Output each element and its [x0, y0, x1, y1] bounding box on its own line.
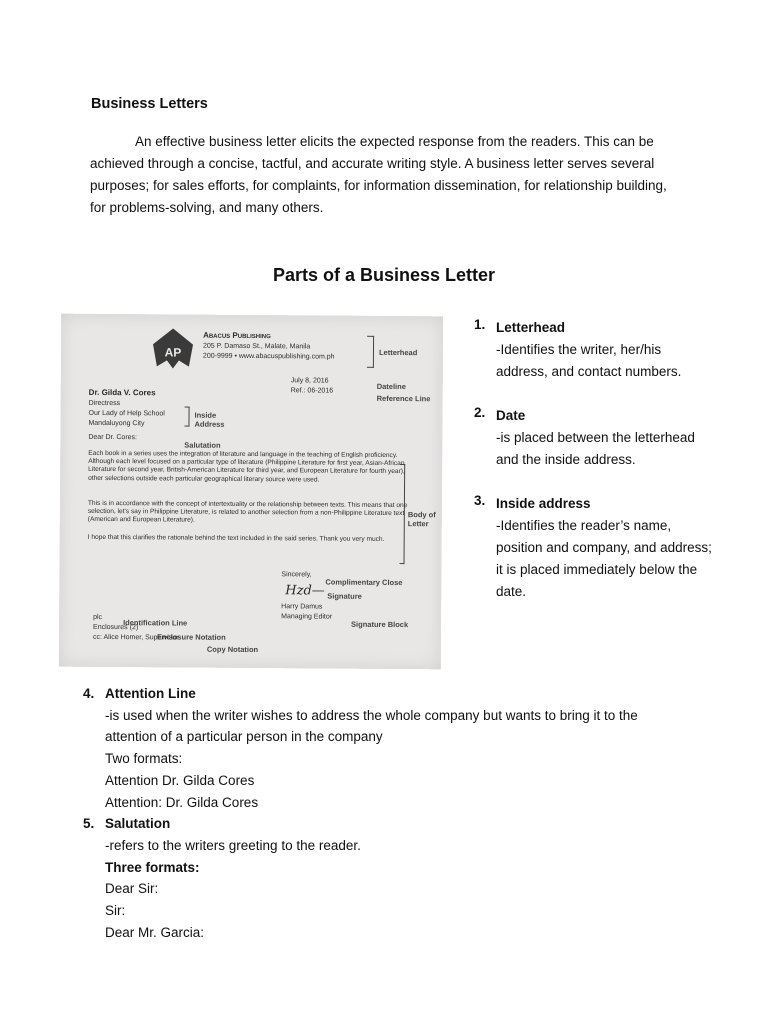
label-ident: Identification Line	[123, 618, 188, 628]
letter-signer-name: Harry Damus	[281, 603, 323, 611]
letter-company: Abacus Publishing	[203, 330, 271, 341]
parts-title: Parts of a Business Letter	[272, 265, 496, 285]
label-salutation: Salutation	[184, 440, 221, 450]
label-copy: Copy Notation	[206, 644, 259, 655]
parts-list-bottom	[83, 683, 683, 943]
label-body: Body of Letter	[407, 510, 436, 529]
label-closing: Complimentary Close	[325, 577, 403, 588]
section-heading: Business Letters	[91, 96, 208, 112]
list-item-title: Attention Line	[105, 686, 196, 701]
list-number: 5.	[83, 816, 95, 832]
label-dateline: Dateline	[376, 381, 406, 392]
letter-recipient-name: Dr. Gilda V. Cores	[88, 387, 156, 398]
letter-enclosures: Enclosures (2)	[93, 623, 139, 632]
intro-paragraph: An effective business letter elicits the expected response from the readers. This can be achieved through a concise, tactful, and accurate writing style. A business letter serves several purposes; for sales efforts, for complaints, for information dissemination, for relationship building, for problems-solving, and many others.	[90, 134, 667, 215]
format-example: Dear Sir:	[105, 881, 159, 897]
label-letterhead: Letterhead	[378, 347, 418, 358]
letter-body-3: I hope that this clarifies the rationale behind the text included in the said series. Thank you very much.	[87, 533, 385, 543]
list-item-desc: -refers to the writers greeting to the reader.	[105, 837, 361, 853]
format-example: Attention: Dr. Gilda Cores	[105, 794, 259, 810]
letter-recipient-org: Our Lady of Help School	[88, 409, 165, 418]
letter-signer-title: Managing Editor	[281, 613, 333, 621]
list-item-inside-address	[474, 493, 714, 603]
letter-signature: Hzd—	[285, 583, 325, 599]
label-signature-block: Signature Block	[351, 619, 409, 630]
list-number: 4.	[83, 686, 95, 701]
letterhead-bracket	[367, 336, 374, 368]
list-item-title: Letterhead	[496, 320, 566, 335]
list-item-title: Inside address	[496, 496, 591, 511]
letter-closing: Sincerely,	[281, 571, 312, 579]
label-signature: Signature	[327, 591, 362, 601]
letter-salutation: Dear Dr. Cores:	[88, 433, 138, 442]
format-example: Dear Mr. Garcia:	[105, 924, 205, 940]
list-item-title: Salutation	[105, 816, 171, 832]
body-bracket	[399, 464, 405, 564]
list-item-desc: -Identifies the reader’s name, position and company, and address; it is placed immediately below the date.	[496, 518, 712, 599]
list-item-desc: -is used when the writer wishes to address the whole company but wants to bring it to the attention of a particular person in the company	[105, 707, 638, 745]
list-number: 2.	[474, 405, 486, 420]
label-inside-address: Inside Address	[194, 410, 225, 429]
format-example: Sir:	[105, 903, 126, 919]
list-item-desc: -Identifies the writer, her/his address, and contact numbers.	[496, 342, 682, 379]
letter-ref: Ref.: 06-2016	[290, 387, 334, 395]
letter-body-1: Each book in a series uses the integration of literature and language in the teaching of English proficiency. Although each level focused on a particular type of literature (Philippine Literature for first year, Asian-African Literature for second year, British-American Literature for third year, and European Literature for fourth year), other selections outside each particular geographical literary source were used.	[88, 449, 405, 484]
letter-recipient-title: Directress	[88, 399, 121, 408]
inside-address-bracket	[184, 407, 189, 427]
list-item-salutation	[83, 813, 683, 835]
list-item-date	[474, 405, 714, 471]
abacus-logo-icon	[149, 326, 197, 370]
list-item-desc: -is placed between the letterhead and the inside address.	[496, 430, 695, 467]
letter-body-2: This is in accordance with the concept of intertextuality or the relationship between texts. This means that one selection, let's say in Philippine Literature, is related to another selection from a non-Philippine Literature text (American and European Literature).	[87, 499, 408, 525]
letter-address-1: 205 P. Damaso St., Malate, Manila	[202, 342, 311, 351]
svg-text:AP: AP	[164, 345, 182, 360]
list-number: 3.	[474, 493, 486, 508]
parts-list-right	[474, 317, 714, 625]
label-enclosure: Enclosure Notation	[156, 632, 226, 642]
letter-ident: plc	[93, 613, 103, 621]
letter-recipient-city: Mandaluyong City	[88, 419, 145, 428]
label-reference: Reference Line	[376, 393, 431, 404]
list-item-letterhead	[474, 317, 714, 383]
letter-date: July 8, 2016	[290, 377, 329, 385]
list-item-title: Date	[496, 408, 526, 423]
format-example: Attention Dr. Gilda Cores	[105, 772, 255, 788]
list-number: 1.	[474, 317, 486, 332]
formats-label: Three formats:	[105, 859, 200, 875]
list-item-attention-line	[83, 683, 683, 705]
letter-address-2: 200-9999 • www.abacuspublishing.com.ph	[202, 352, 335, 361]
formats-label: Two formats:	[105, 751, 183, 767]
letter-cc: cc: Alice Homer, Supervisor	[92, 633, 179, 642]
sample-letter-photo	[59, 314, 443, 670]
